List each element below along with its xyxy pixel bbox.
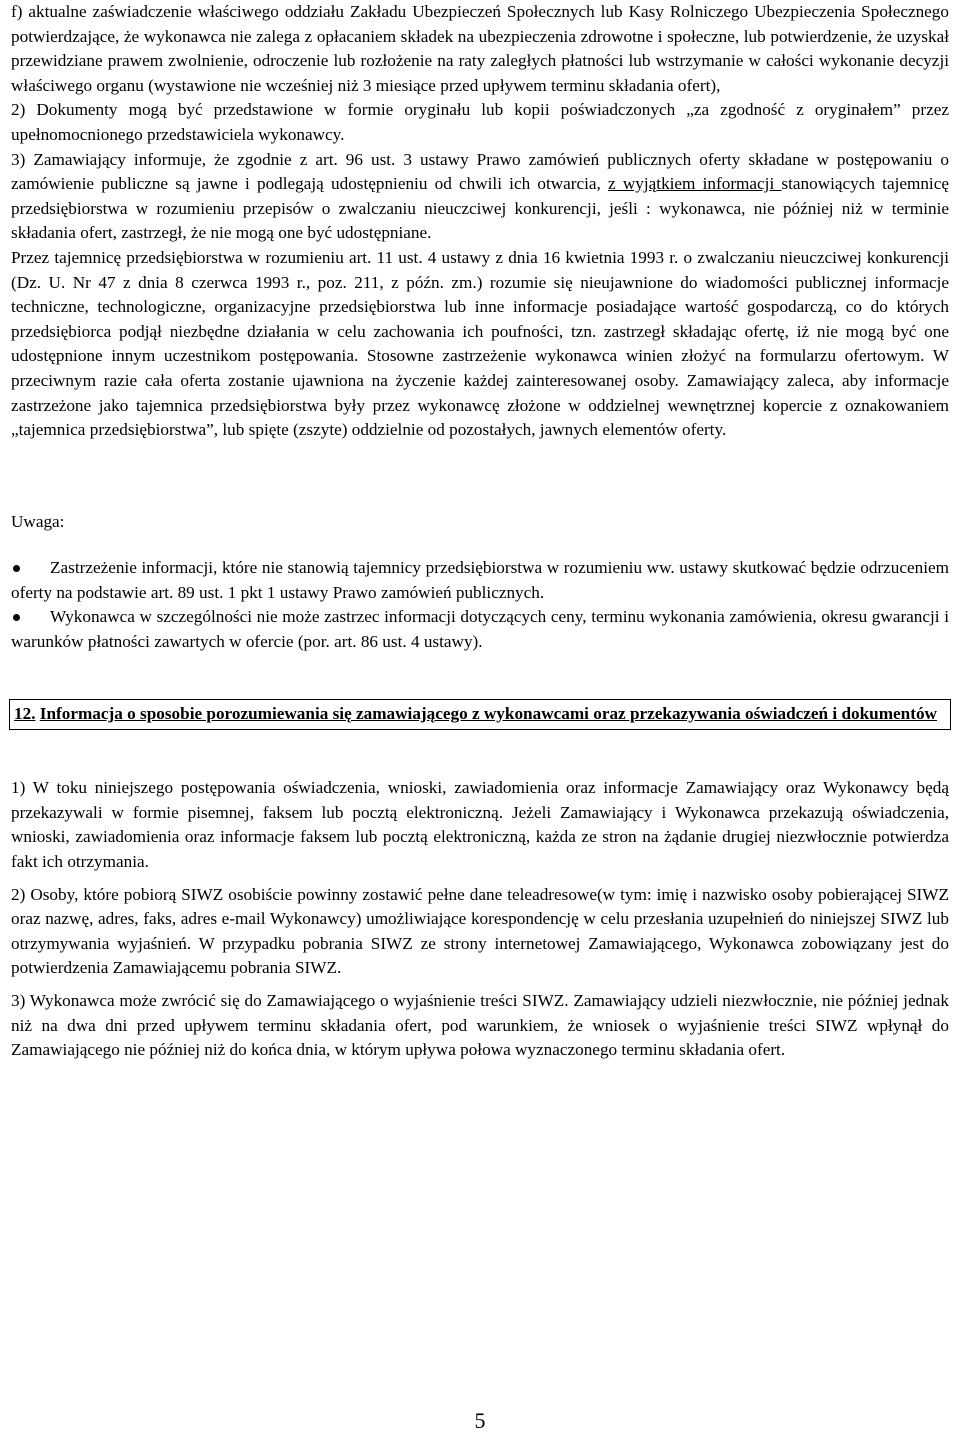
note-label: Uwaga: xyxy=(11,511,65,531)
note-bullet-list xyxy=(11,556,949,654)
section-12-number: 12. xyxy=(14,703,36,723)
section-12-heading-box xyxy=(9,699,951,731)
paragraph-trade-secret: Przez tajemnicę przedsiębiorstwa w rozumieniu art. 11 ust. 4 ustawy z dnia 16 kwietnia 1993 r. o zwalczaniu nieuczciwej konkurencji (Dz. U. Nr 47 z dnia 8 czerwca 1993 r., poz. 211, z późn. zm.) rozumie się nieujawnione do wiadomości publicznej informacje techniczne, technologiczne, organizacyjne przedsiębiorstwa lub inne informacje posiadające wartość gospodarczą, co do których przedsiębiorca podjął niezbędne działania w celu zachowania ich poufności, tzn. zastrzegł składając ofertę, iż nie mogą być one udostępnione innym uczestnikom postępowania. Stosowne zastrzeżenie wykonawca winien złożyć na formularzu ofertowym. W przeciwnym razie cała oferta zostanie ujawniona na życzenie każdej zainteresowanej osoby. Zamawiający zaleca, aby informacje zastrzeżone jako tajemnica przedsiębiorstwa były przez wykonawcę złożone w oddzielnej wewnętrznej kopercie z oznakowaniem „tajemnica przedsiębiorstwa”, lub spięte (zszyte) oddzielnie od pozostałych, jawnych elementów oferty. xyxy=(11,247,949,440)
section-12-paragraph-1: 1) W toku niniejszego postępowania oświadczenia, wnioski, zawiadomienia oraz informacje Zamawiający oraz Wykonawcy będą przekazywali w formie pisemnej, faksem lub pocztą elektroniczną. Jeżeli Zamawiający i Wykonawca przekazują oświadczenia, wnioski, zawiadomienia oraz informacje faksem lub pocztą elektroniczną, każda ze stron na żądanie drugiej niezwłocznie potwierdza fakt ich otrzymania. xyxy=(11,778,949,872)
note-bullet-2 xyxy=(11,605,949,654)
page-number: 5 xyxy=(474,1408,486,1433)
note-bullet-1 xyxy=(11,556,949,605)
item-3-underlined: z wyjątkiem informacji xyxy=(608,174,782,194)
note-bullet-1-text: Zastrzeżenie informacji, które nie stanowią tajemnicy przedsiębiorstwa w rozumieniu ww. ustawy skutkować będzie odrzuceniem oferty na podstawie art. 89 ust. 1 pkt 1 ustawy Prawo zamówień publicznych. xyxy=(11,558,949,602)
section-12-title: Informacja o sposobie porozumiewania się zamawiającego z wykonawcami oraz przekazywania oświadczeń i dokumentów xyxy=(39,703,937,723)
paragraph-item-f: f) aktualne zaświadczenie właściwego oddziału Zakładu Ubezpieczeń Społecznych lub Kasy Rolniczego Ubezpieczenia Społecznego potwierdzające, że wykonawca nie zalega z opłacaniem składek na ubezpieczenia zdrowotne i społeczne, lub potwierdzenie, że uzyskał przewidziane prawem zwolnienie, odroczenie lub rozłożenie na raty zaległych płatności lub wstrzymanie w całości wykonanie decyzji właściwego organu (wystawione nie wcześniej niż 3 miesiące przed upływem terminu składania ofert), xyxy=(11,2,949,95)
bullet-icon xyxy=(13,614,20,621)
section-12-paragraph-2: 2) Osoby, które pobiorą SIWZ osobiście powinny zostawić pełne dane teleadresowe(w tym: imię i nazwisko osoby pobierającej SIWZ oraz nazwę, adres, faks, adres e-mail Wykonawcy) umożliwiające korespondencję w celu przesłania uzupełnień do niniejszej SIWZ lub otrzymywania wyjaśnień. W przypadku pobrania SIWZ ze strony internetowej Zamawiającego, Wykonawca zobowiązany jest do potwierdzenia Zamawiającemu pobrania SIWZ. xyxy=(11,884,949,978)
note-bullet-2-text: Wykonawca w szczególności nie może zastrzec informacji dotyczących ceny, terminu wykonania zamówienia, okresu gwarancji i warunków płatności zawartych w ofercie (por. art. 86 ust. 4 ustawy). xyxy=(11,607,949,652)
item-3-text-b: stanowiących tajemnicę przedsiębiorstwa w rozumieniu przepisów o zwalczaniu nieuczciwej konkurencji, jeśli : wykonawca, nie później niż w terminie składania ofert, zastrzegł, że nie mogą one być udostępniane. xyxy=(11,174,949,243)
document-page xyxy=(11,0,949,1063)
section-12-paragraph-3: 3) Wykonawca może zwrócić się do Zamawiającego o wyjaśnienie treści SIWZ. Zamawiający udzieli niezwłocznie, nie później jednak niż na dwa dni przed upływem terminu składania ofert, pod warunkiem, że wniosek o wyjaśnienie treści SIWZ wpłynął do Zamawiającego nie później niż do końca dnia, w którym upływa połowa wyznaczonego terminu składania ofert. xyxy=(11,991,949,1060)
bullet-icon xyxy=(13,565,20,572)
item-3-text-a: 3) Zamawiający informuje, że zgodnie z art. 96 ust. 3 ustawy Prawo zamówień publicznych oferty składane w postępowaniu o zamówienie publiczne są jawne i podlegają udostępnieniu od chwili ich otwarcia, xyxy=(11,149,949,194)
paragraph-item-3 xyxy=(11,148,949,246)
paragraph-item-2: 2) Dokumenty mogą być przedstawione w formie oryginału lub kopii poświadczonych „za zgodność z oryginałem” przez upełnomocnionego przedstawiciela wykonawcy. xyxy=(11,100,949,144)
section-12-heading xyxy=(14,702,946,727)
